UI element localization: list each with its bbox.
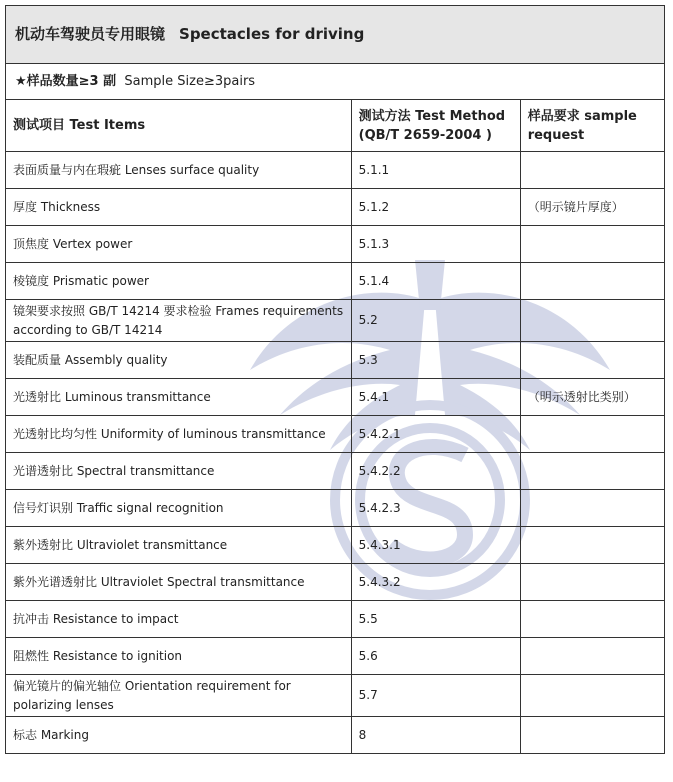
method-cell: 5.4.2.1	[351, 416, 520, 453]
header-requirement: 样品要求 sample request	[520, 100, 664, 152]
table-row	[6, 717, 665, 754]
table-row	[6, 263, 665, 300]
method-cell: 8	[351, 717, 520, 754]
sample-row	[6, 64, 665, 100]
method-cell: 5.3	[351, 342, 520, 379]
request-cell	[520, 226, 664, 263]
item-cell: 顶焦度 Vertex power	[6, 226, 352, 263]
title-cn: 机动车驾驶员专用眼镜	[15, 25, 166, 43]
method-cell: 5.5	[351, 601, 520, 638]
item-cell: 紫外透射比 Ultraviolet transmittance	[6, 527, 352, 564]
item-cell: 信号灯识别 Traffic signal recognition	[6, 490, 352, 527]
table-row	[6, 300, 665, 342]
item-cell: 偏光镜片的偏光轴位 Orientation requirement for polarizing lenses	[6, 675, 352, 717]
request-cell	[520, 601, 664, 638]
sample-size	[6, 64, 665, 100]
request-cell: （明示透射比类别）	[520, 379, 664, 416]
item-cell: 镜架要求按照 GB/T 14214 要求检验 Frames requirements according to GB/T 14214	[6, 300, 352, 342]
method-cell: 5.4.2.2	[351, 453, 520, 490]
item-cell: 阻燃性 Resistance to ignition	[6, 638, 352, 675]
title-row	[6, 6, 665, 64]
table-row	[6, 342, 665, 379]
table-row	[6, 453, 665, 490]
request-cell	[520, 638, 664, 675]
table-row	[6, 152, 665, 189]
table-row	[6, 675, 665, 717]
item-cell: 紫外光谱透射比 Ultraviolet Spectral transmittance	[6, 564, 352, 601]
item-cell: 光谱透射比 Spectral transmittance	[6, 453, 352, 490]
header-method: 测试方法 Test Method (QB/T 2659-2004 )	[351, 100, 520, 152]
title-en: Spectacles for driving	[179, 25, 365, 43]
header-items: 测试项目 Test Items	[6, 100, 352, 152]
table-row	[6, 564, 665, 601]
item-cell: 装配质量 Assembly quality	[6, 342, 352, 379]
method-cell: 5.2	[351, 300, 520, 342]
item-cell: 表面质量与内在瑕疵 Lenses surface quality	[6, 152, 352, 189]
item-cell: 光透射比 Luminous transmittance	[6, 379, 352, 416]
method-cell: 5.6	[351, 638, 520, 675]
table-row	[6, 226, 665, 263]
sample-cn: ★样品数量≥3 副	[15, 74, 117, 89]
method-cell: 5.4.2.3	[351, 490, 520, 527]
method-cell: 5.1.1	[351, 152, 520, 189]
page-title	[6, 6, 665, 64]
request-cell	[520, 342, 664, 379]
method-cell: 5.4.3.1	[351, 527, 520, 564]
request-cell	[520, 527, 664, 564]
request-cell	[520, 453, 664, 490]
request-cell	[520, 564, 664, 601]
table-row	[6, 416, 665, 453]
method-cell: 5.7	[351, 675, 520, 717]
header-row	[6, 100, 665, 152]
sample-en: Sample Size≥3pairs	[124, 74, 256, 89]
item-cell: 标志 Marking	[6, 717, 352, 754]
item-cell: 厚度 Thickness	[6, 189, 352, 226]
table-row	[6, 490, 665, 527]
item-cell: 光透射比均匀性 Uniformity of luminous transmittance	[6, 416, 352, 453]
table-row	[6, 527, 665, 564]
request-cell	[520, 263, 664, 300]
request-cell	[520, 416, 664, 453]
method-cell: 5.4.1	[351, 379, 520, 416]
method-cell: 5.1.4	[351, 263, 520, 300]
table-row	[6, 379, 665, 416]
request-cell: （明示镜片厚度）	[520, 189, 664, 226]
table-row	[6, 638, 665, 675]
request-cell	[520, 490, 664, 527]
spec-table	[5, 5, 665, 754]
method-cell: 5.1.2	[351, 189, 520, 226]
request-cell	[520, 717, 664, 754]
request-cell	[520, 675, 664, 717]
method-cell: 5.1.3	[351, 226, 520, 263]
method-cell: 5.4.3.2	[351, 564, 520, 601]
request-cell	[520, 152, 664, 189]
table-row	[6, 189, 665, 226]
request-cell	[520, 300, 664, 342]
table-row	[6, 601, 665, 638]
item-cell: 抗冲击 Resistance to impact	[6, 601, 352, 638]
item-cell: 棱镜度 Prismatic power	[6, 263, 352, 300]
